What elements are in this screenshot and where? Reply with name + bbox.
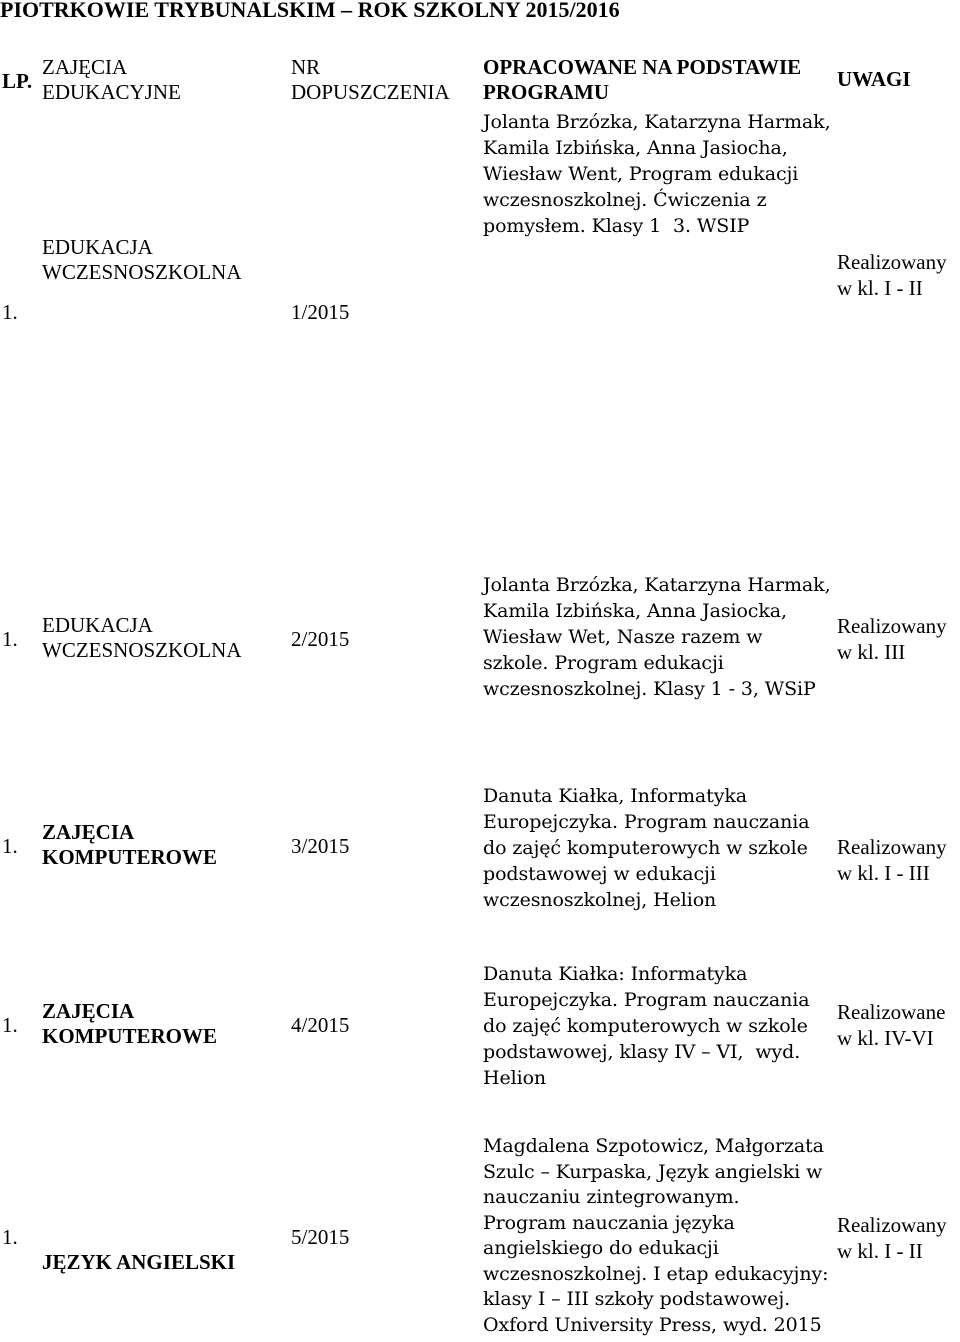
row-number: 4/2015 bbox=[291, 1013, 350, 1037]
header-program: OPRACOWANE NA PODSTAWIE PROGRAMU bbox=[483, 55, 802, 104]
row-number: 3/2015 bbox=[291, 834, 350, 858]
header-notes: UWAGI bbox=[837, 67, 911, 91]
row-notes: Realizowany w kl. I - II bbox=[837, 1213, 947, 1263]
row-program: Magdalena Szpotowicz, Małgorzata Szulc – Kurpaska, Język angielski w nauczaniu zintegrowanym. Program nauczania języka angielskiego do edukacji wczesnoszkolnej. I etap edukacyjny: klasy I – III szkoły podstawowej. Oxford University Press, wyd. 2015 bbox=[483, 1135, 829, 1336]
row-subject: ZAJĘCIA KOMPUTEROWE bbox=[42, 820, 218, 869]
page-heading: PIOTRKOWIE TRYBUNALSKIM – ROK SZKOLNY 2015/2016 bbox=[0, 0, 620, 22]
row-subject: JĘZYK ANGIELSKI bbox=[42, 1250, 236, 1274]
row-lp: 1. bbox=[2, 627, 18, 651]
row-subject: ZAJĘCIA KOMPUTEROWE bbox=[42, 999, 218, 1048]
row-number: 2/2015 bbox=[291, 627, 350, 651]
header-subject: ZAJĘCIA EDUKACYJNE bbox=[42, 55, 181, 104]
row-lp: 1. bbox=[2, 1225, 18, 1249]
row-subject: EDUKACJA WCZESNOSZKOLNA bbox=[42, 613, 242, 662]
row-program: Danuta Kiałka, Informatyka Europejczyka. Program nauczania do zajęć komputerowych w szkole podstawowej w edukacji wczesnoszkolnej, Helion bbox=[483, 785, 810, 911]
row-program: Danuta Kiałka: Informatyka Europejczyka. Program nauczania do zajęć komputerowych w szkole podstawowej, klasy IV – VI, wyd. Helion bbox=[483, 963, 810, 1089]
row-program: Jolanta Brzózka, Katarzyna Harmak, Kamila Izbińska, Anna Jasiocha, Wiesław Went, Program edukacji wczesnoszkolnej. Ćwiczenia z pomysłem. Klasy 1 3. WSIP bbox=[483, 111, 831, 237]
header-number: NR DOPUSZCZENIA bbox=[291, 55, 450, 104]
row-notes: Realizowany w kl. I - II bbox=[837, 250, 947, 300]
row-lp: 1. bbox=[2, 300, 18, 324]
row-notes: Realizowany w kl. I - III bbox=[837, 835, 947, 885]
row-number: 1/2015 bbox=[291, 300, 350, 324]
row-lp: 1. bbox=[2, 834, 18, 858]
row-number: 5/2015 bbox=[291, 1225, 350, 1249]
row-notes: Realizowane w kl. IV-VI bbox=[837, 1000, 946, 1050]
row-subject: EDUKACJA WCZESNOSZKOLNA bbox=[42, 235, 242, 284]
row-lp: 1. bbox=[2, 1013, 18, 1037]
header-lp: LP. bbox=[2, 69, 33, 93]
row-program: Jolanta Brzózka, Katarzyna Harmak, Kamila Izbińska, Anna Jasiocka, Wiesław Wet, Nasze razem w szkole. Program edukacji wczesnoszkolnej. Klasy 1 - 3, WSiP bbox=[483, 574, 831, 700]
row-notes: Realizowany w kl. III bbox=[837, 614, 947, 664]
